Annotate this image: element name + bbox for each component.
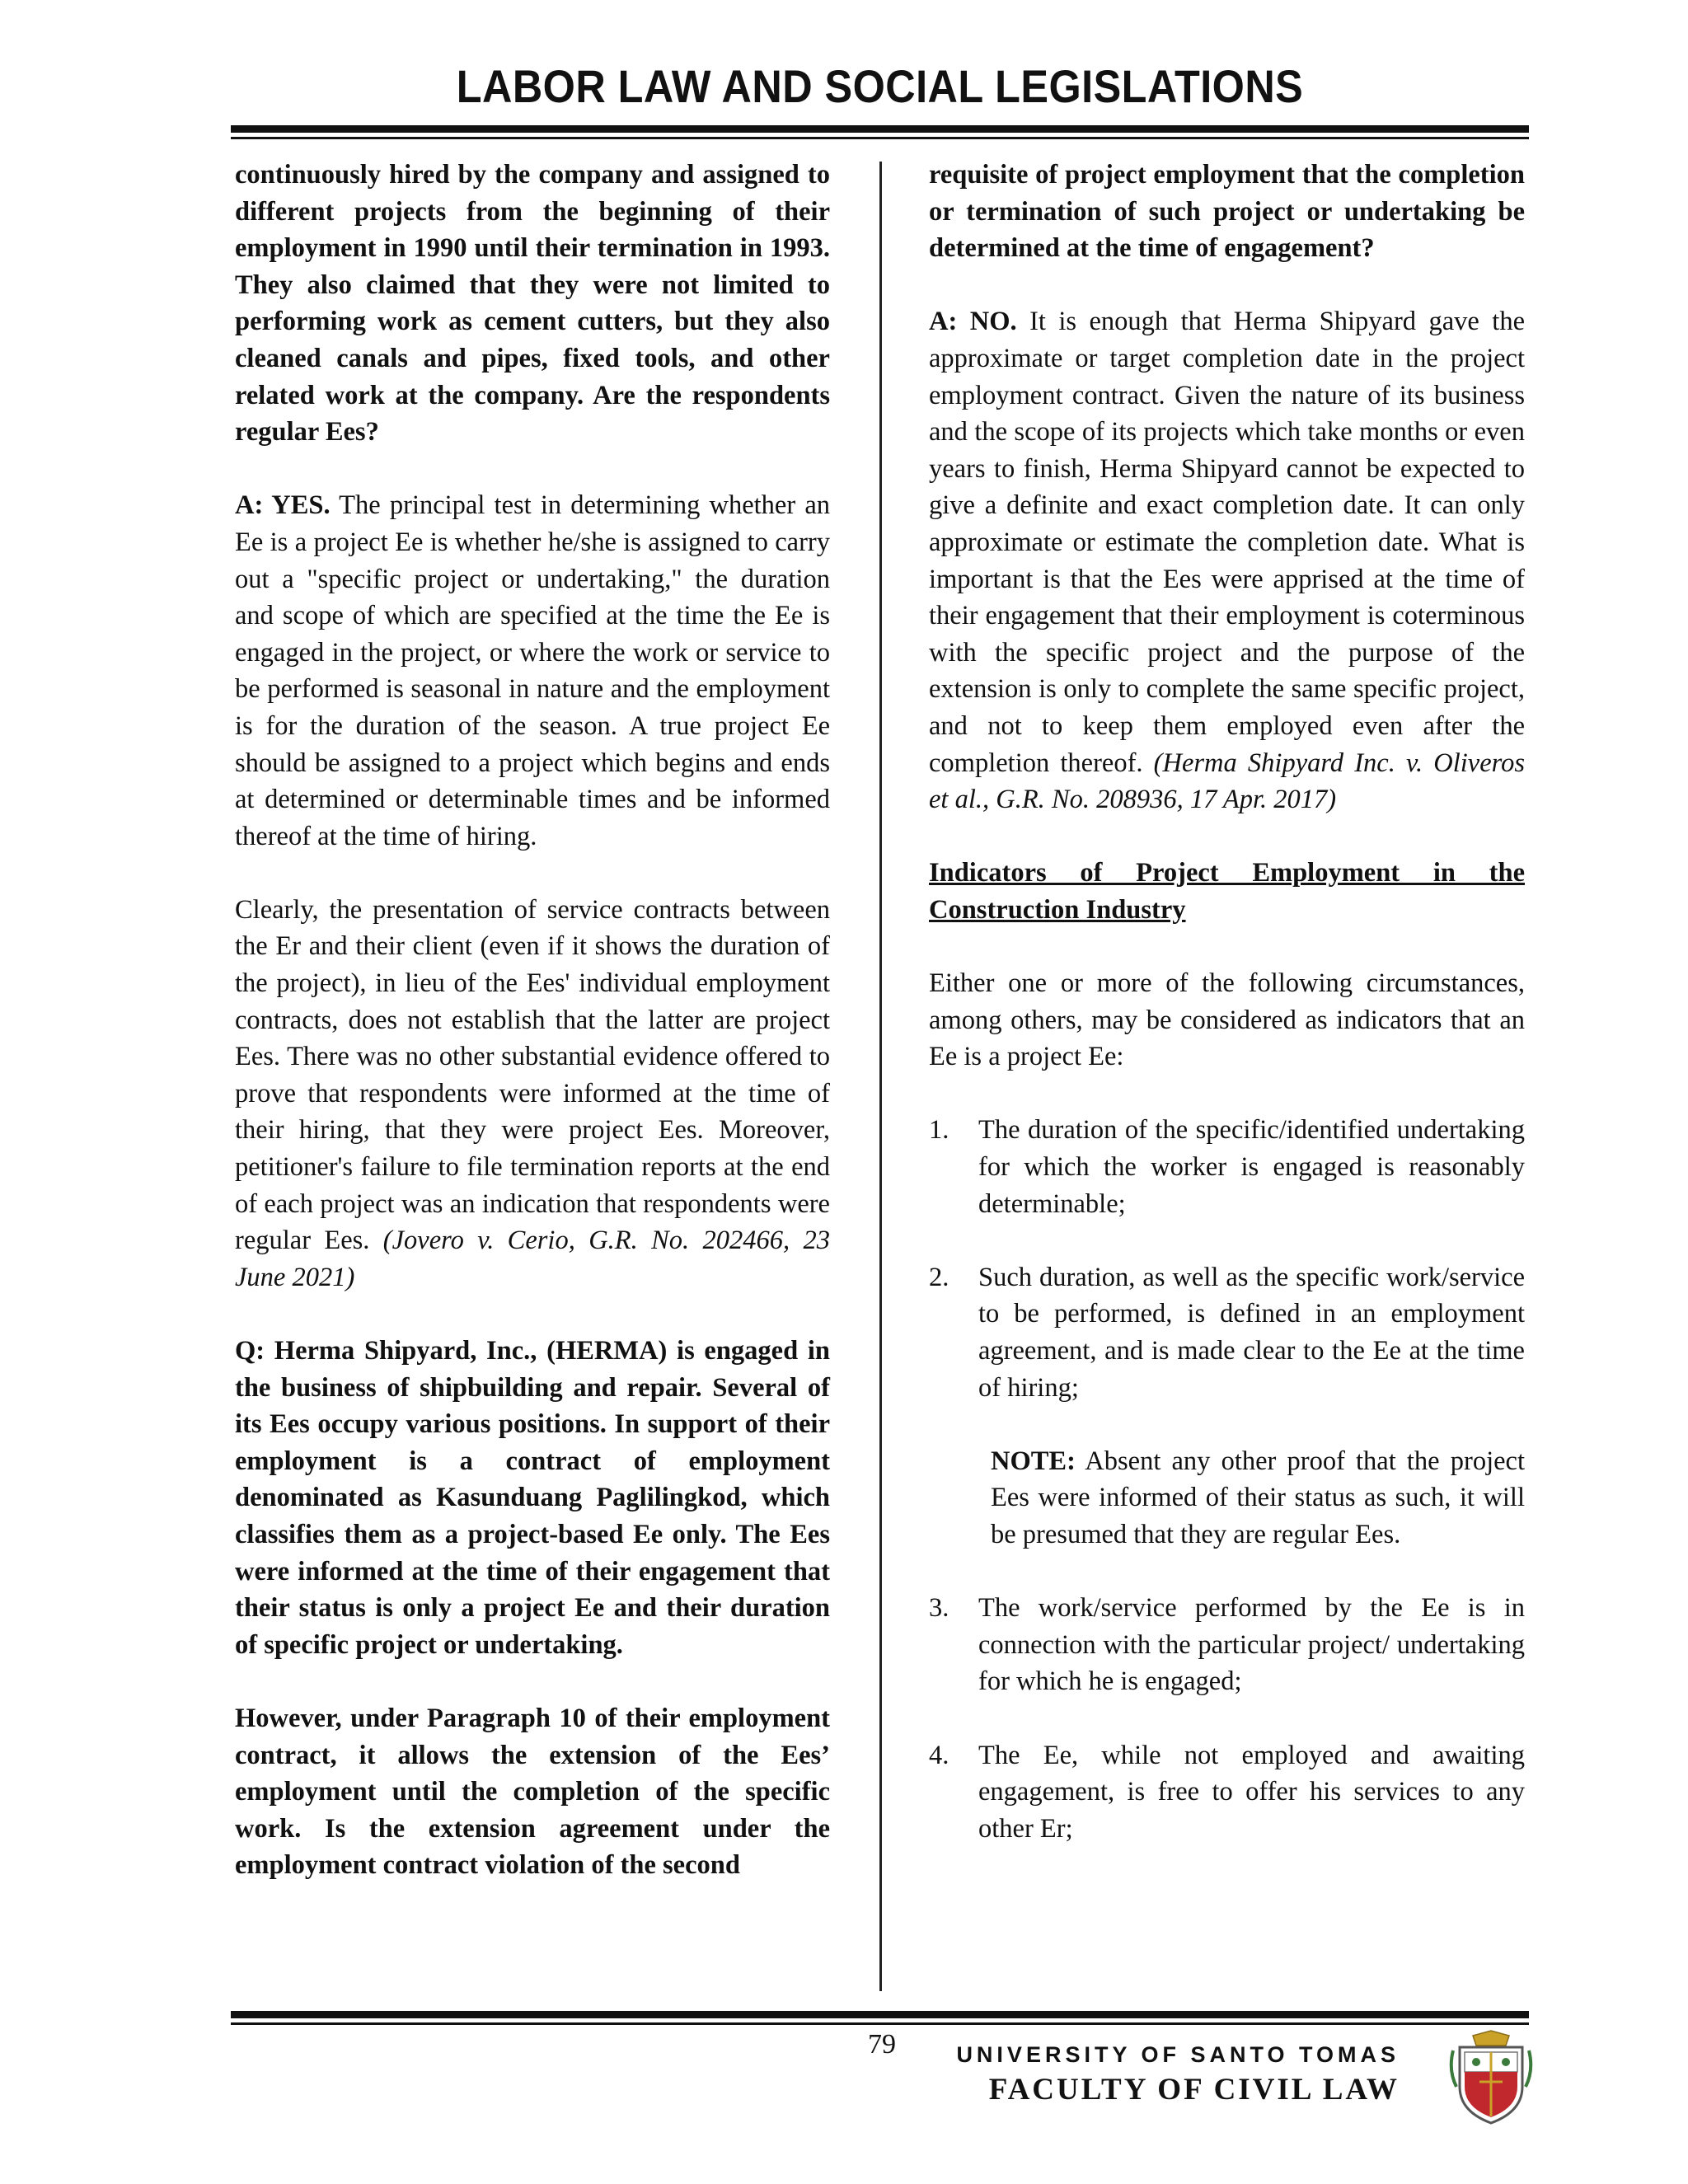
answer-label: A: NO. xyxy=(929,307,1017,337)
question-paragraph: Q: Herma Shipyard, Inc., (HERMA) is engaged in the business of shipbuilding and repair. Several of its Ees occupy various positions. In support of their employment is a contract of employment denominated as Kasunduang Paglilingkod, which classifies them as a project-based Ee only. The Ees were informed at the time of their engagement that their status is only a project Ee and their duration of specific project or undertaking. xyxy=(235,1336,830,1660)
explanation-text: Clearly, the presentation of service contracts between the Er and their client (even if it shows the duration of the project), in lieu of the Ees' individual employment contracts, does not establish that the latter are project Ees. There was no other substantial evidence offered to prove that respondents were informed at the time of their hiring, that they were project Ees. Moreover, petitioner's failure to file termination reports at the end of each project was an indication that respondents were regular Ees. xyxy=(235,894,830,1256)
university-crest-icon xyxy=(1448,2029,1534,2126)
list-item-text: Such duration, as well as the specific work/service to be performed, is defined in an employment agreement, and is made clear to the Ee at the time of hiring; xyxy=(978,1262,1525,1403)
explanation-paragraph xyxy=(235,892,830,1296)
answer-text: It is enough that Herma Shipyard gave the approximate or target completion date in the project employment contract. Given the nature of its business and the scope of its projects which take months or even years to finish, Herma Shipyard cannot be expected to give a definite and exact completion date. It can only approximate or estimate the completion date. What is important is that the Ees were apprised at the time of their engagement that their employment is coterminous with the specific project and the purpose of the extension is only to complete the same specific project, and not to keep them employed even after the completion thereof. xyxy=(929,307,1525,778)
page-number: 79 xyxy=(868,2029,896,2060)
list-item xyxy=(929,1259,1525,1406)
footer-university: UNIVERSITY OF SANTO TOMAS xyxy=(956,2042,1400,2067)
question-continuation: requisite of project employment that the completion or termination of such project or undertaking be determined at the time of engagement? xyxy=(929,160,1525,264)
footer-faculty: FACULTY OF CIVIL LAW xyxy=(988,2073,1400,2107)
header-rule-thick xyxy=(231,125,1529,133)
indicator-list-continued xyxy=(929,1590,1525,1847)
column-divider xyxy=(879,162,882,1991)
note-block xyxy=(991,1443,1525,1554)
list-item-number: 2. xyxy=(929,1262,950,1292)
list-item-number: 4. xyxy=(929,1740,950,1770)
case-citation: (Herma Shipyard Inc. v. Oliveros et al., G.R. No. 208936, 17 Apr. 2017) xyxy=(929,748,1525,815)
list-item-text: The Ee, while not employed and awaiting engagement, is free to offer his services to any other Er; xyxy=(978,1740,1525,1844)
indicator-list xyxy=(929,1112,1525,1406)
answer-text: The principal test in determining whether an Ee is a project Ee is whether he/she is assigned to carry out a "specific project or undertaking," the duration and scope of which are specified at the time the Ee is engaged in the project, or where the work or service to be performed is seasonal in nature and the employment is for the duration of the season. A true project Ee should be assigned to a project which begins and ends at determined or determinable times and be informed thereof at the time of hiring. xyxy=(235,490,830,851)
list-item-number: 1. xyxy=(929,1115,950,1146)
list-item xyxy=(929,1737,1525,1848)
page-title: LABOR LAW AND SOCIAL LEGISLATIONS xyxy=(456,60,1304,112)
header-rule-thin xyxy=(231,137,1529,139)
list-item xyxy=(929,1590,1525,1700)
answer-paragraph xyxy=(235,487,830,855)
question-continuation: continuously hired by the company and assigned to different projects from the beginning of their employment in 1990 until their termination in 1993. They also claimed that they were not limited to performing work as cement cutters, but they also cleaned canals and pipes, fixed tools, and other related work at the company. Are the respondents regular Ees? xyxy=(235,160,830,448)
footer-rule-thin xyxy=(231,2022,1529,2025)
section-heading: Indicators of Project Employment in the Construction Industry xyxy=(929,858,1525,925)
intro-paragraph: Either one or more of the following circumstances, among others, may be considered as indicators that an Ee is a project Ee: xyxy=(929,968,1525,1072)
question-paragraph-continued: However, under Paragraph 10 of their employment contract, it allows the extension of the Ees’ employment until the completion of the specific work. Is the extension agreement under the employment contract violation of the second xyxy=(235,1703,830,1881)
right-column xyxy=(929,157,1525,1884)
note-text: Absent any other proof that the project Ees were informed of their status as such, it will be presumed that they are regular Ees. xyxy=(991,1446,1525,1549)
answer-label: A: YES. xyxy=(235,490,331,521)
list-item-number: 3. xyxy=(929,1593,950,1624)
left-column xyxy=(235,157,830,1921)
list-item xyxy=(929,1112,1525,1222)
note-label: NOTE: xyxy=(991,1446,1076,1476)
case-citation: (Jovero v. Cerio, G.R. No. 202466, 23 June 2021) xyxy=(235,1226,830,1292)
footer-rule-thick xyxy=(231,2011,1529,2018)
list-item-text: The work/service performed by the Ee is in connection with the particular project/ undertaking for which he is engaged; xyxy=(978,1593,1525,1697)
answer-paragraph xyxy=(929,303,1525,818)
list-item-text: The duration of the specific/identified undertaking for which the worker is engaged is reasonably determinable; xyxy=(978,1115,1525,1219)
